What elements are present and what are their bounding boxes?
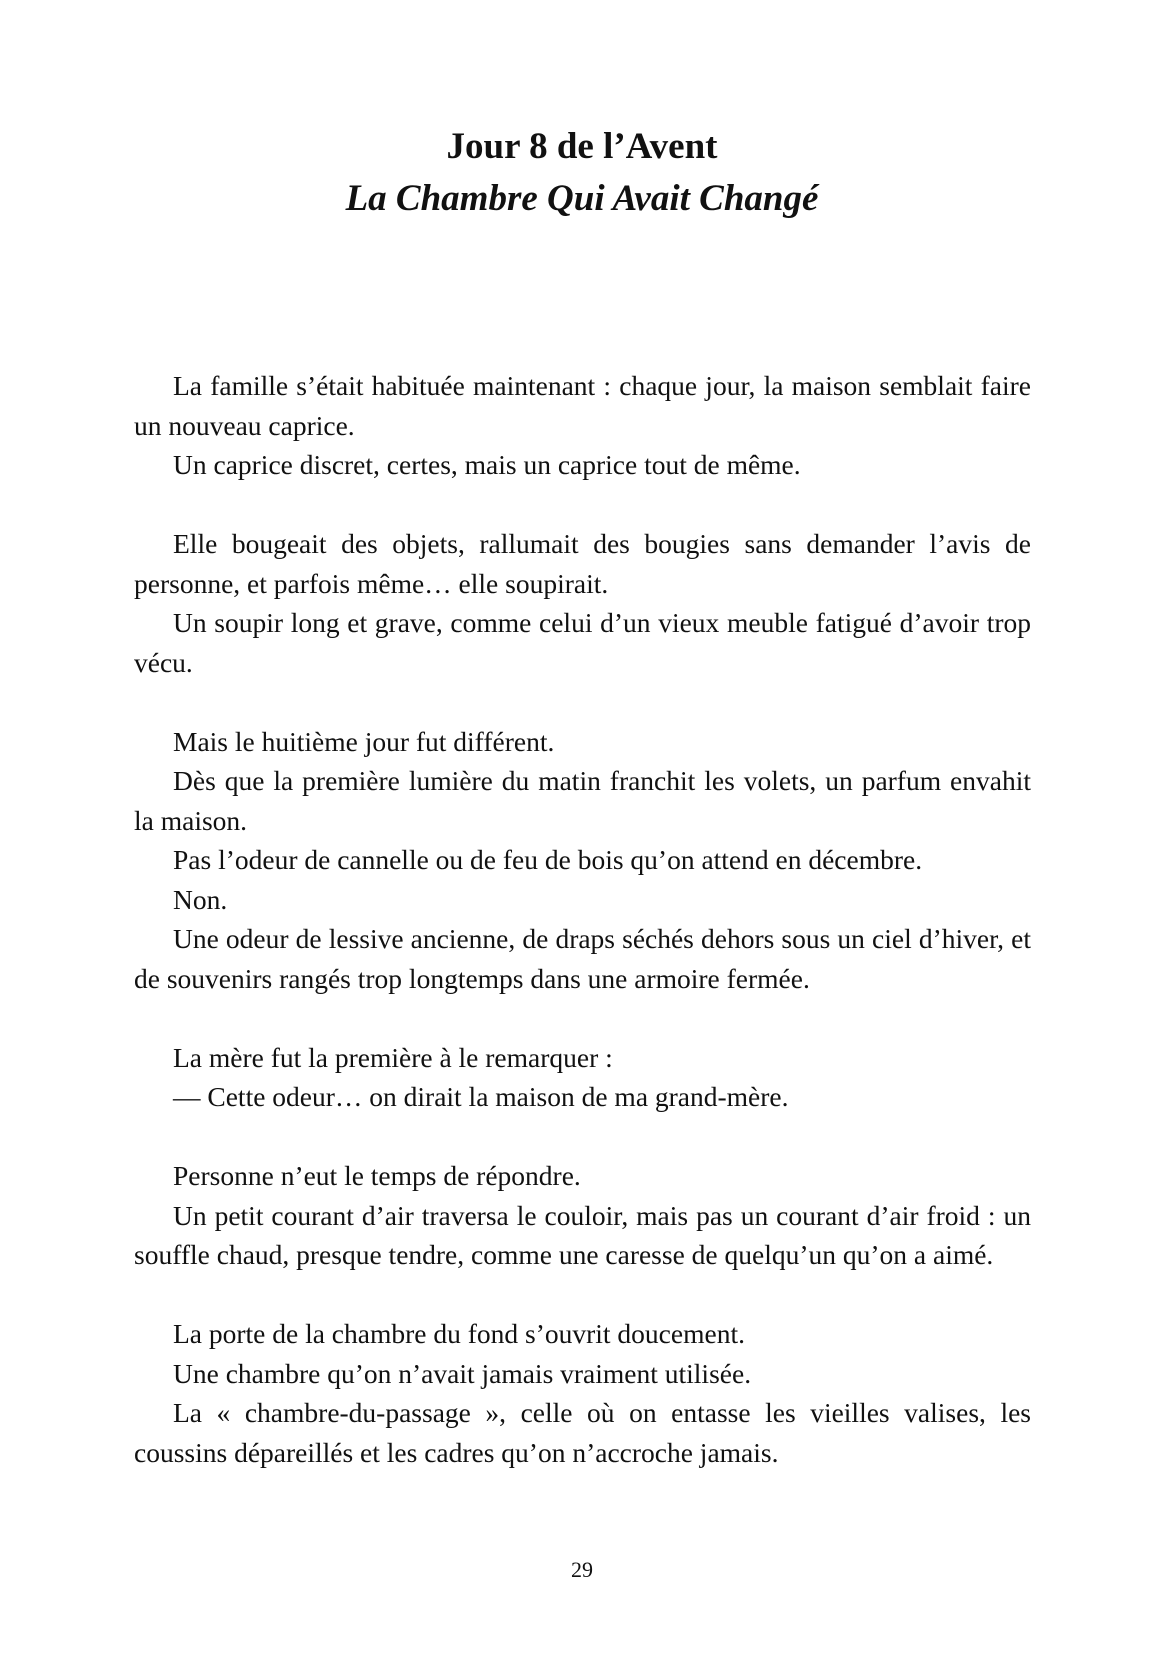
paragraph: La famille s’était habituée maintenant : chaque jour, la maison semblait faire un nouveau caprice.: [134, 370, 1031, 441]
paragraph: Un petit courant d’air traversa le couloir, mais pas un courant d’air froid : un souffle chaud, presque tendre, comme une caresse de quelqu’un qu’on a aimé.: [134, 1199, 1031, 1270]
paragraph-gap: [134, 998, 1031, 1038]
paragraph: Une odeur de lessive ancienne, de draps séchés dehors sous un ciel d’hiver, et de souvenirs rangés trop longtemps dans une armoire fermée.: [134, 923, 1031, 994]
paragraph: La porte de la chambre du fond s’ouvrit doucement.: [173, 1318, 745, 1349]
paragraph: Un caprice discret, certes, mais un caprice tout de même.: [173, 449, 801, 480]
paragraph-gap: [134, 682, 1031, 722]
paragraph: Personne n’eut le temps de répondre.: [173, 1160, 581, 1191]
paragraph-gap: [134, 1275, 1031, 1315]
dialogue-line: — Cette odeur… on dirait la maison de ma grand-mère.: [173, 1081, 789, 1112]
paragraph: Dès que la première lumière du matin franchit les volets, un parfum envahit la maison.: [134, 765, 1031, 836]
chapter-subtitle: La Chambre Qui Avait Changé: [345, 178, 819, 219]
paragraph-gap: [134, 485, 1031, 525]
chapter-title: Jour 8 de l’Avent: [446, 126, 718, 167]
paragraph: Elle bougeait des objets, rallumait des bougies sans demander l’avis de personne, et parfois même… elle soupirait.: [134, 528, 1031, 599]
paragraph: La mère fut la première à le remarquer :: [173, 1041, 613, 1073]
paragraph: Une chambre qu’on n’avait jamais vraiment utilisée.: [173, 1357, 752, 1389]
paragraph: Non.: [173, 883, 228, 915]
paragraph-gap: [134, 1117, 1031, 1157]
paragraph: La « chambre-du-passage », celle où on entasse les vieilles valises, les coussins dépareillés et les cadres qu’on n’accroche jamais.: [134, 1397, 1031, 1468]
paragraph: Pas l’odeur de cannelle ou de feu de bois qu’on attend en décembre.: [173, 844, 923, 875]
page-number: 29: [571, 1557, 593, 1582]
paragraph: Mais le huitième jour fut différent.: [173, 725, 555, 757]
body-text: [134, 366, 1031, 1472]
paragraph: Un soupir long et grave, comme celui d’un vieux meuble fatigué d’avoir trop vécu.: [134, 607, 1031, 678]
